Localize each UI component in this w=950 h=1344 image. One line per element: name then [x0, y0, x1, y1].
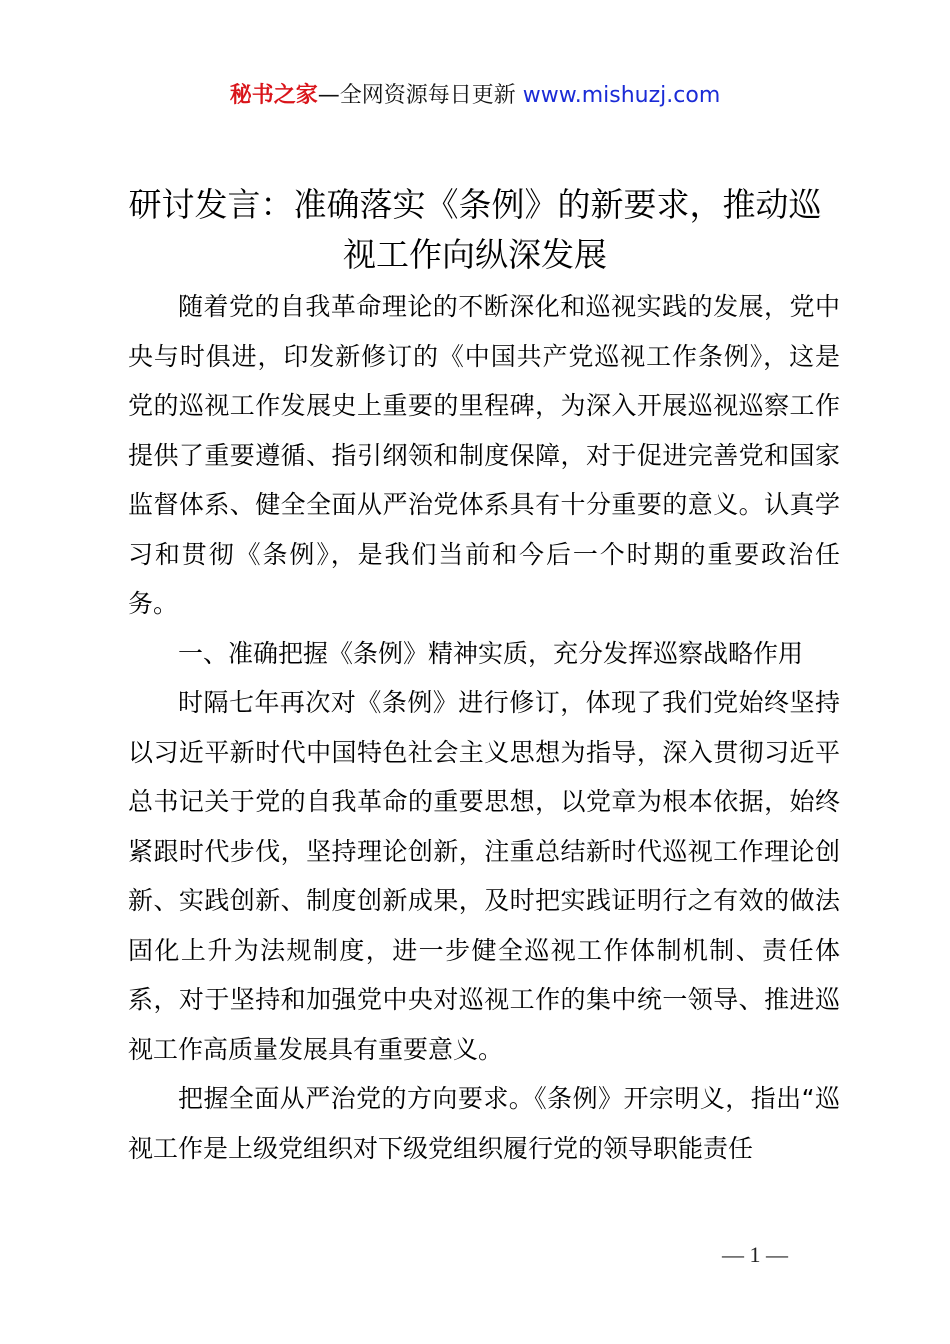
intro-paragraph: 随着党的自我革命理论的不断深化和巡视实践的发展，党中央与时俱进，印发新修订的《中国共产党巡视工作条例》，这是党的巡视工作发展史上重要的里程碑，为深入开展巡视巡察工作提供了重要遵循、指引纲领和制度保障，对于促进完善党和国家监督体系、健全全面从严治党体系具有十分重要的意义。认真学习和贯彻《条例》，是我们当前和今后一个时期的重要政治任务。 [128, 292, 840, 618]
site-header [0, 80, 950, 112]
document-body [128, 282, 840, 1173]
brand-name: 秘书之家 [229, 83, 318, 108]
document-title: 研讨发言：准确落实《条例》的新要求，推动巡视工作向纵深发展 [128, 185, 822, 274]
body-paragraph: 把握全面从严治党的方向要求。《条例》开宗明义，指出“巡视工作是上级党组织对下级党组织履行党的领导职能责任 [128, 1084, 840, 1163]
header-tagline: —全网资源每日更新 [317, 83, 523, 108]
page-number: — 1 — [722, 1242, 788, 1267]
section-heading-1: 一、准确把握《条例》精神实质，充分发挥巡察战略作用 [178, 638, 804, 668]
body-paragraph: 时隔七年再次对《条例》进行修订，体现了我们党始终坚持以习近平新时代中国特色社会主义思想为指导，深入贯彻习近平总书记关于党的自我革命的重要思想，以党章为根本依据，始终紧跟时代步伐，坚持理论创新，注重总结新时代巡视工作理论创新、实践创新、制度创新成果，及时把实践证明行之有效的做法固化上升为法规制度，进一步健全巡视工作体制机制、责任体系，对于坚持和加强党中央对巡视工作的集中统一领导、推进巡视工作高质量发展具有重要意义。 [128, 688, 840, 1064]
site-url-link[interactable]: www.mishuzj.com [522, 83, 721, 108]
